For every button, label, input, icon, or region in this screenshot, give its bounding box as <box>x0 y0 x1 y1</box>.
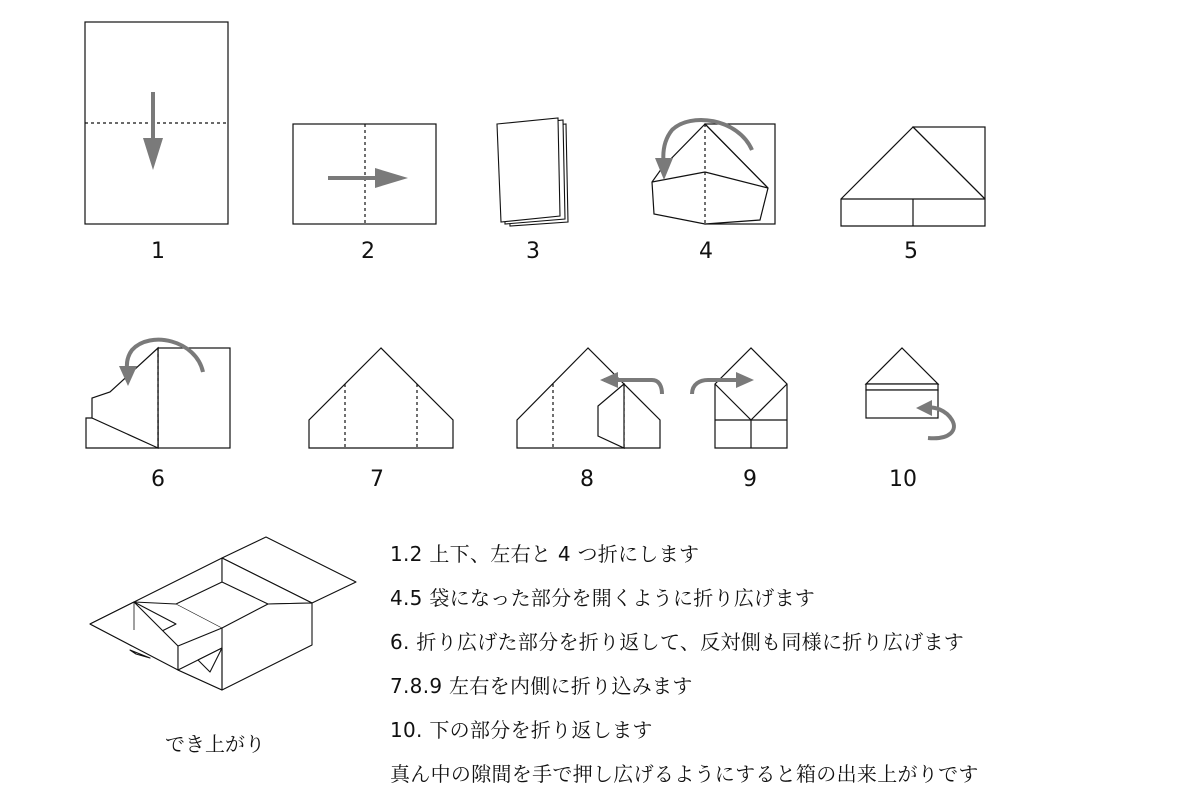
instruction-line: 1.2 上下、左右と 4 つ折にします <box>390 542 700 566</box>
instruction-line: 4.5 袋になった部分を開くように折り広げます <box>390 586 816 610</box>
step-4-figure <box>652 120 775 224</box>
step-6-figure <box>86 340 230 448</box>
step-5-figure <box>841 127 985 226</box>
step-number-2: 2 <box>361 239 375 264</box>
step-7-figure <box>309 348 453 448</box>
step-number-1: 1 <box>151 239 165 264</box>
step-2-figure <box>293 124 436 224</box>
step-10-figure <box>866 348 954 438</box>
step-number-10: 10 <box>889 467 917 492</box>
step-number-7: 7 <box>370 467 384 492</box>
instruction-line: 7.8.9 左右を内側に折り込みます <box>390 674 693 698</box>
step-number-8: 8 <box>580 467 594 492</box>
step-1-figure <box>85 22 228 224</box>
finished-caption: でき上がり <box>165 732 265 756</box>
step-number-3: 3 <box>526 239 540 264</box>
instruction-line: 10. 下の部分を折り返します <box>390 718 653 742</box>
step-3-figure <box>497 118 568 226</box>
instruction-line: 真ん中の隙間を手で押し広げるようにすると箱の出来上がりです <box>390 762 979 786</box>
step-8-figure <box>517 348 662 448</box>
step-number-6: 6 <box>151 467 165 492</box>
step-number-4: 4 <box>699 239 713 264</box>
step-9-figure <box>692 348 787 448</box>
step-number-5: 5 <box>904 239 918 264</box>
step-number-9: 9 <box>743 467 757 492</box>
instructions-list <box>390 532 979 796</box>
instruction-line: 6. 折り広げた部分を折り返して、反対側も同様に折り広げます <box>390 630 965 654</box>
finished-box-figure <box>90 537 356 690</box>
